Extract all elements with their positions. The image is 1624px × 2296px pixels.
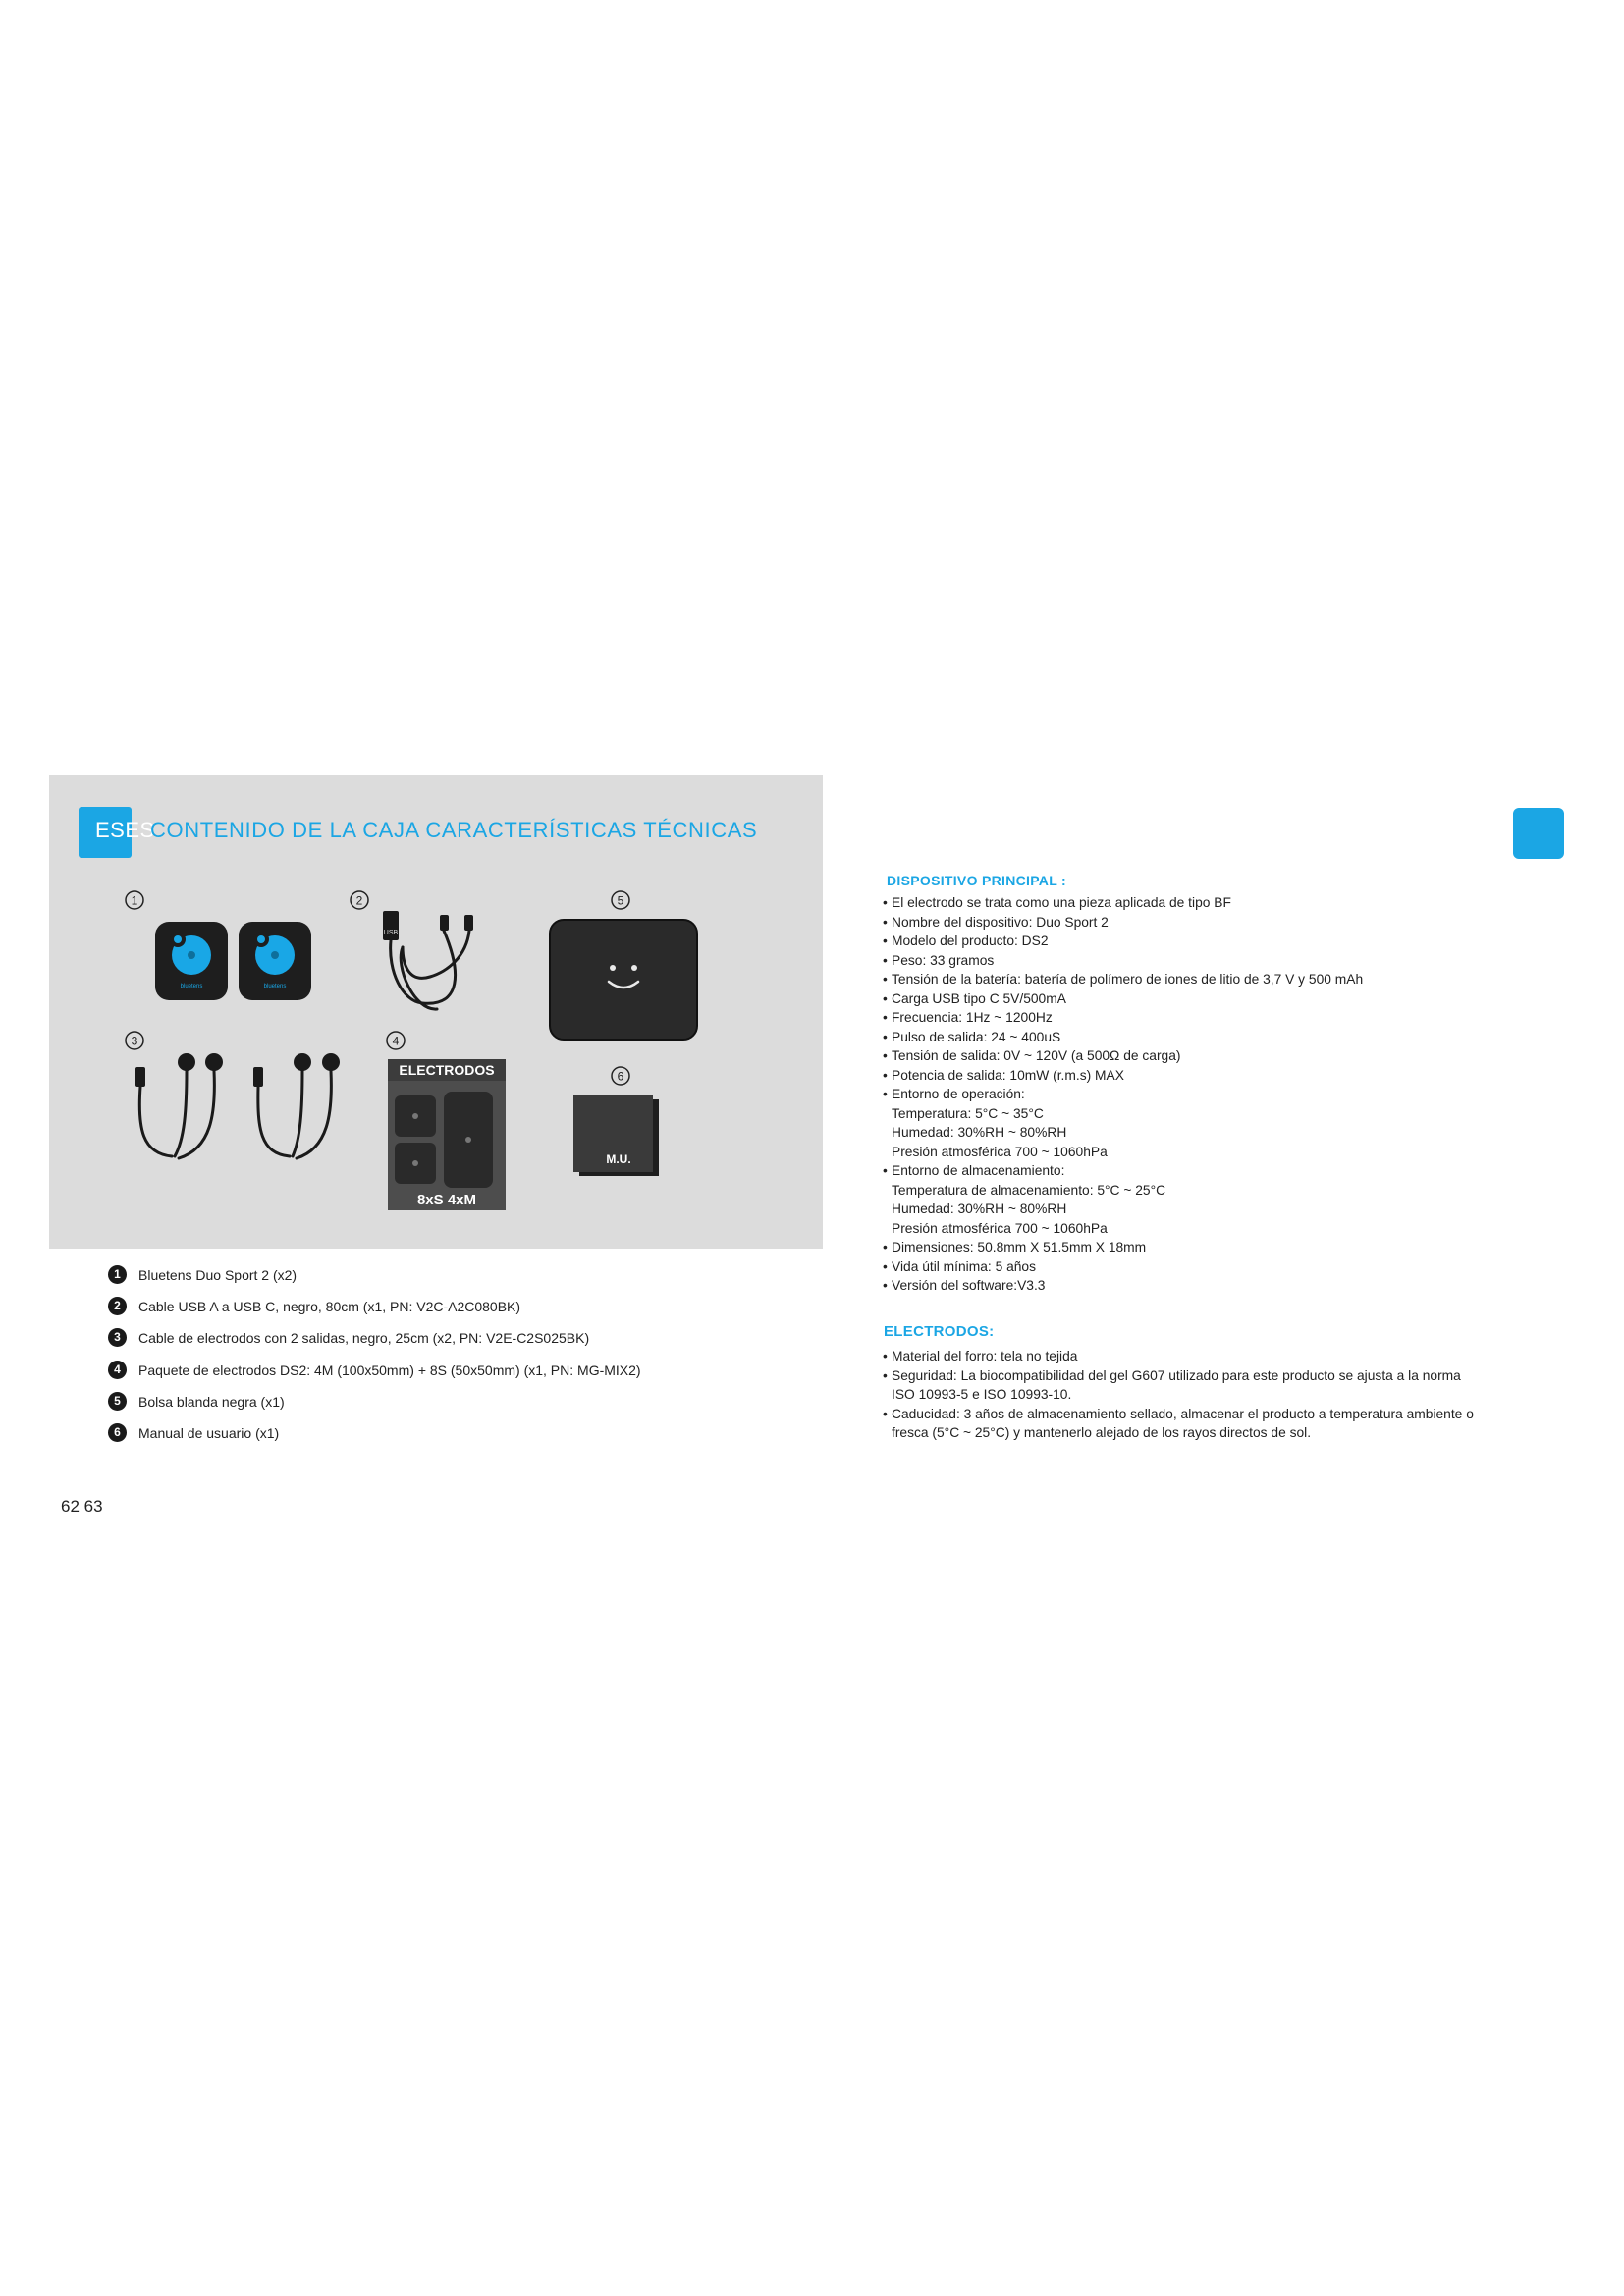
spec-item: • Carga USB tipo C 5V/500mA [883, 989, 1363, 1009]
spec-subitem: Presión atmosférica 700 ~ 1060hPa [892, 1144, 1108, 1159]
box-contents-illustration [49, 775, 823, 1249]
spec-item: • Nombre del dispositivo: Duo Sport 2 [883, 913, 1363, 933]
soft-bag [550, 920, 697, 1040]
list-item [108, 1265, 297, 1284]
item-marker-3 [126, 1032, 143, 1049]
spec-item: • Seguridad: La biocompatibilidad del gel G607 utilizado para este producto se ajusta a la norma [883, 1366, 1474, 1386]
spec-subitem: Temperatura: 5°C ~ 35°C [892, 1105, 1044, 1121]
item-text: Manual de usuario (x1) [138, 1424, 280, 1441]
svg-text:5: 5 [617, 893, 624, 908]
item-marker-6 [612, 1067, 629, 1085]
spec-item: • Dimensiones: 50.8mm X 51.5mm X 18mm [883, 1238, 1363, 1257]
spec-item: • Caducidad: 3 años de almacenamiento sellado, almacenar el producto a temperatura ambiente o [883, 1405, 1474, 1424]
svg-text:1: 1 [131, 893, 138, 908]
spec-subitem: Temperatura de almacenamiento: 5°C ~ 25°C [892, 1182, 1166, 1198]
spec-item: • Versión del software:V3.3 [883, 1276, 1363, 1296]
device-unit-left [155, 922, 228, 1000]
item-marker-1 [126, 891, 143, 909]
electrode-cable-left [135, 1053, 223, 1158]
item-text: Cable USB A a USB C, negro, 80cm (x1, PN: V2C-A2C080BK) [138, 1298, 521, 1314]
main-device-specs [883, 893, 1363, 1296]
list-item [108, 1423, 279, 1442]
svg-text:bluetens: bluetens [263, 984, 287, 989]
main-device-heading: DISPOSITIVO PRINCIPAL : [887, 873, 1066, 888]
spec-item: • Tensión de salida: 0V ~ 120V (a 500Ω de carga) [883, 1046, 1363, 1066]
svg-text:M.U.: M.U. [606, 1152, 631, 1166]
item-marker-5 [612, 891, 629, 909]
list-item [108, 1328, 589, 1347]
item-text: Cable de electrodos con 2 salidas, negro, 25cm (x2, PN: V2E-C2S025BK) [138, 1329, 590, 1346]
item-number-badge: 4 [108, 1361, 127, 1379]
spec-item: • Entorno de almacenamiento: [883, 1161, 1363, 1181]
list-item [108, 1297, 520, 1315]
list-item [108, 1361, 641, 1379]
item-text: Bolsa blanda negra (x1) [138, 1393, 285, 1410]
spec-item: • Modelo del producto: DS2 [883, 932, 1363, 951]
spec-subitem: Humedad: 30%RH ~ 80%RH [892, 1125, 1067, 1140]
electrodes-specs [883, 1347, 1474, 1443]
svg-text:8xS 4xM: 8xS 4xM [416, 1192, 477, 1208]
spec-item: • Potencia de salida: 10mW (r.m.s) MAX [883, 1066, 1363, 1086]
spec-item: • Frecuencia: 1Hz ~ 1200Hz [883, 1008, 1363, 1028]
electrode-cable-right [253, 1053, 340, 1158]
svg-text:3: 3 [131, 1034, 138, 1048]
list-item [108, 1392, 285, 1411]
page-title: CONTENIDO DE LA CAJA CARACTERÍSTICAS TÉCNICAS [150, 818, 758, 842]
item-number-badge: 3 [108, 1328, 127, 1347]
spec-item: • El electrodo se trata como una pieza aplicada de tipo BF [883, 893, 1363, 913]
usb-cable [383, 911, 473, 1009]
spec-subitem: fresca (5°C ~ 25°C) y mantenerlo alejado de los rayos directos de sol. [892, 1425, 1312, 1440]
spec-subitem: ISO 10993-5 e ISO 10993-10. [892, 1387, 1072, 1402]
spec-subitem: Humedad: 30%RH ~ 80%RH [892, 1201, 1067, 1216]
spec-item: • Entorno de operación: [883, 1085, 1363, 1104]
svg-text:6: 6 [617, 1069, 624, 1084]
item-number-badge: 1 [108, 1265, 127, 1284]
item-marker-2 [351, 891, 368, 909]
spec-item: • Pulso de salida: 24 ~ 400uS [883, 1028, 1363, 1047]
item-marker-4 [387, 1032, 405, 1049]
electrodes-heading: ELECTRODOS: [884, 1323, 995, 1340]
user-manual [573, 1095, 659, 1176]
svg-text:USB: USB [383, 930, 399, 936]
item-text: Bluetens Duo Sport 2 (x2) [138, 1266, 298, 1283]
svg-text:bluetens: bluetens [180, 984, 203, 989]
section-tab [1513, 808, 1564, 859]
electrode-pack [388, 1059, 506, 1210]
device-unit-right [239, 922, 311, 1000]
svg-text:2: 2 [355, 893, 363, 908]
language-label: ESES [95, 818, 155, 842]
item-number-badge: 2 [108, 1297, 127, 1315]
svg-text:ELECTRODOS: ELECTRODOS [399, 1062, 495, 1078]
item-number-badge: 5 [108, 1392, 127, 1411]
item-number-badge: 6 [108, 1423, 127, 1442]
spec-item: • Material del forro: tela no tejida [883, 1347, 1474, 1366]
page-numbers: 62 63 [61, 1497, 103, 1516]
spec-item: • Tensión de la batería: batería de polímero de iones de litio de 3,7 V y 500 mAh [883, 970, 1363, 989]
svg-text:4: 4 [392, 1034, 400, 1048]
spec-item: • Peso: 33 gramos [883, 951, 1363, 971]
spec-subitem: Presión atmosférica 700 ~ 1060hPa [892, 1220, 1108, 1236]
item-text: Paquete de electrodos DS2: 4M (100x50mm) + 8S (50x50mm) (x1, PN: MG-MIX2) [138, 1362, 641, 1378]
spec-item: • Vida útil mínima: 5 años [883, 1257, 1363, 1277]
